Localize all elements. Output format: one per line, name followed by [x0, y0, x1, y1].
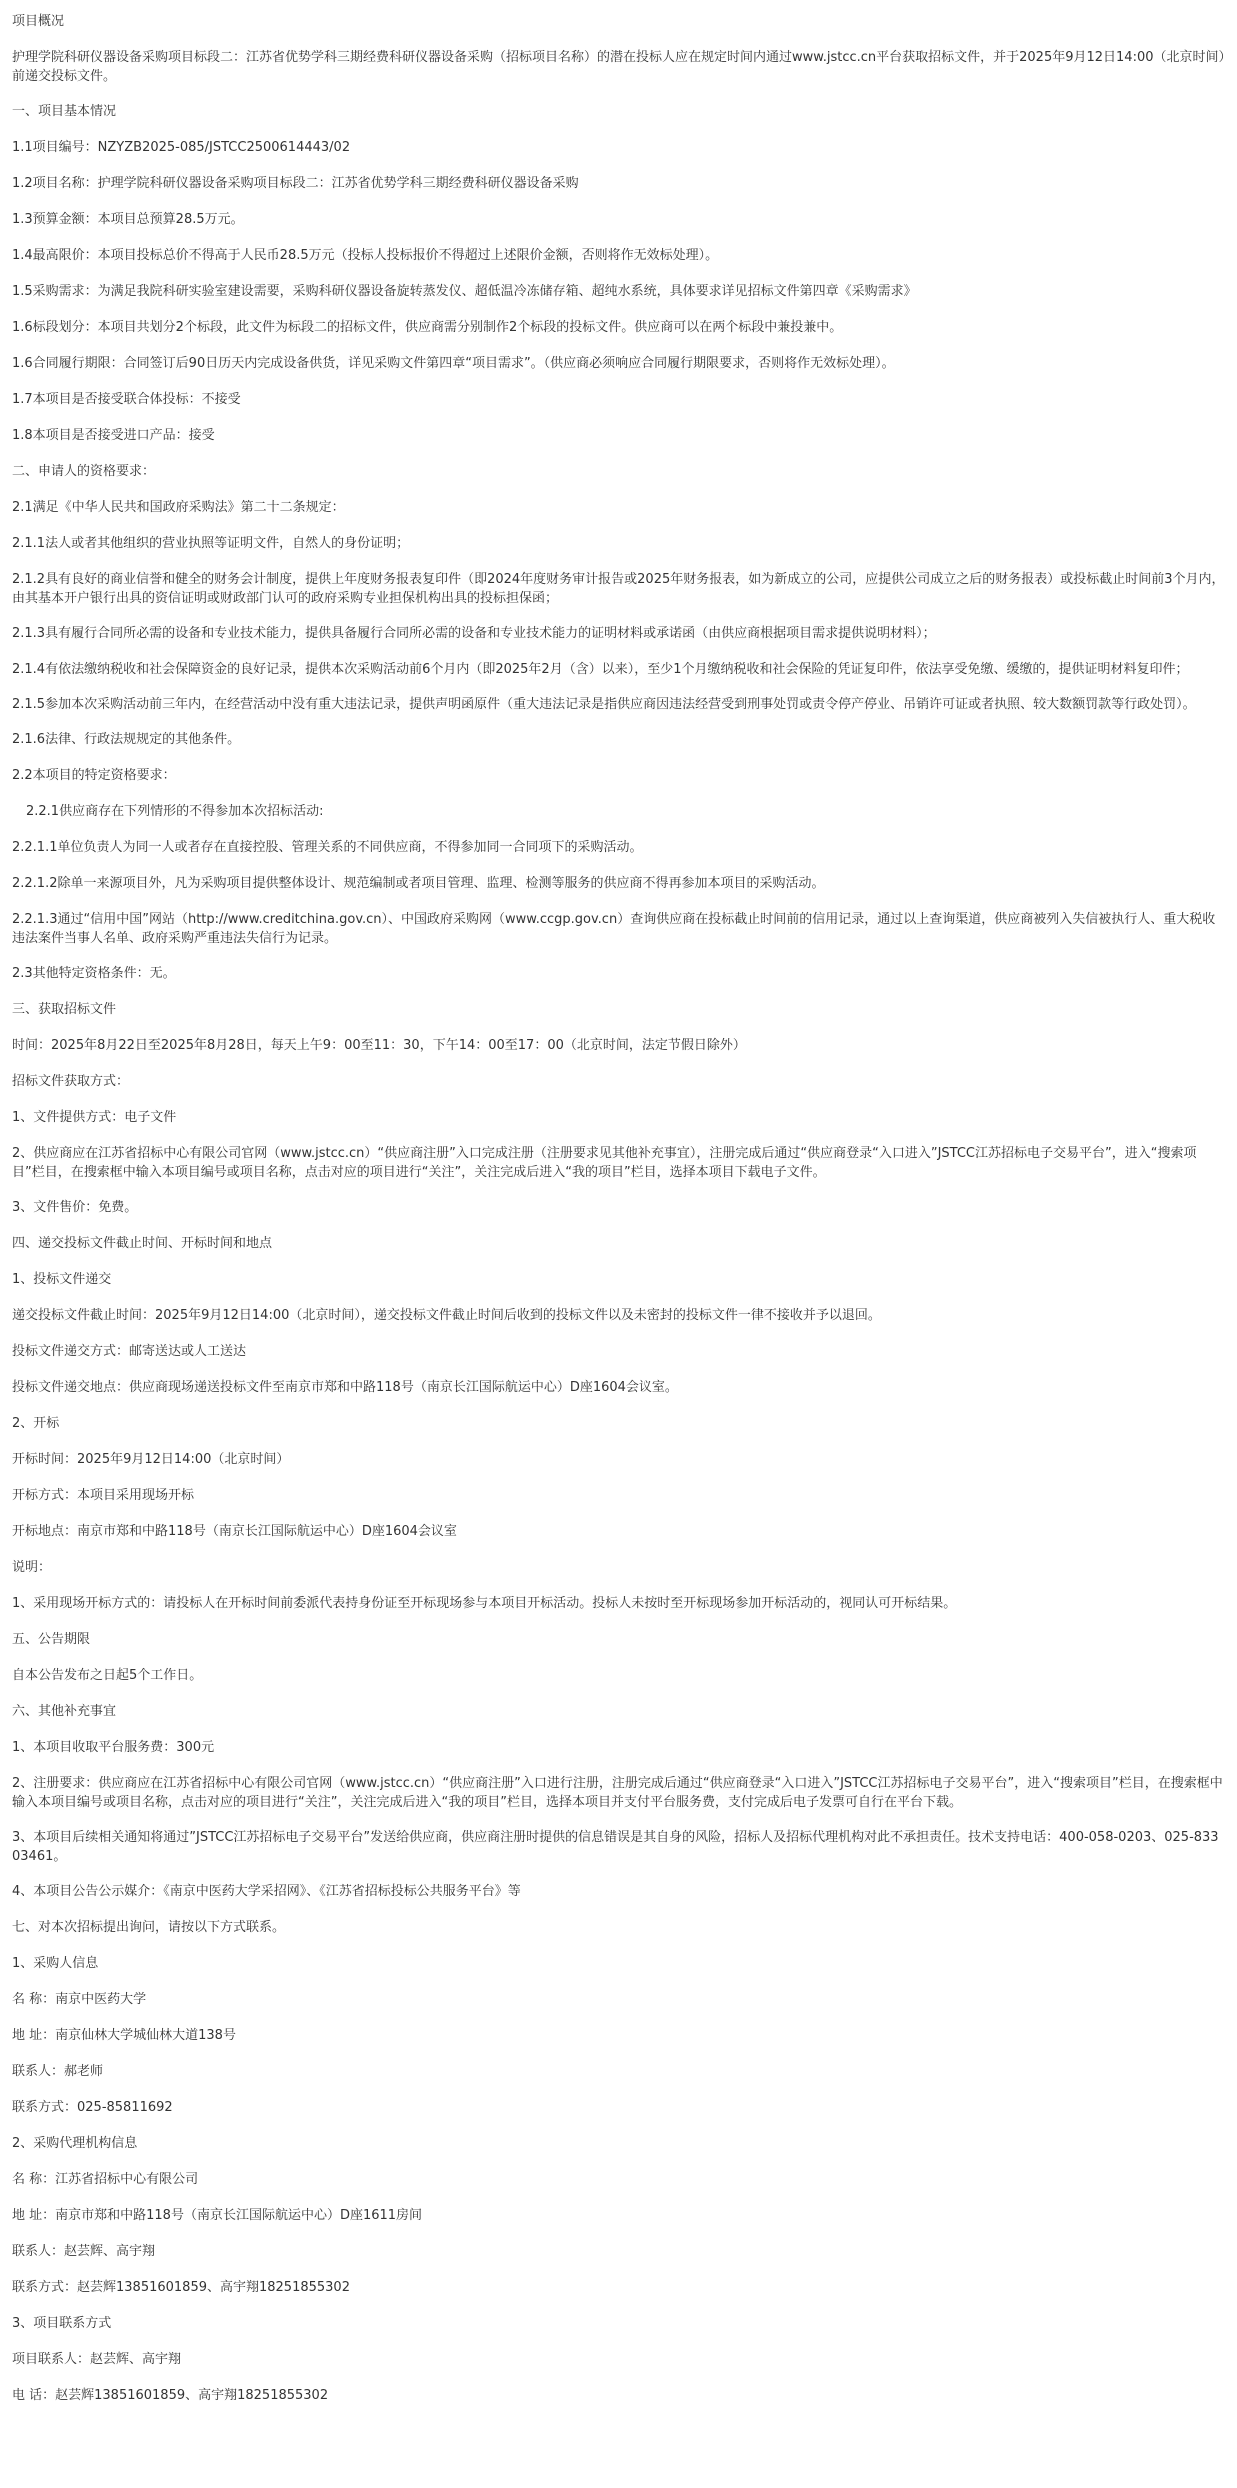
- paragraph-63: 电 话：赵芸辉13851601859、高宇翔18251855302: [12, 2388, 329, 2403]
- paragraph-8: 1.6标段划分：本项目共划分2个标段，此文件为标段二的招标文件，供应商需分别制作2个标段的投标文件。供应商可以在两个标段中兼投兼中。: [12, 320, 843, 335]
- paragraph-53: 地 址：南京仙林大学城仙林大道138号: [12, 2028, 236, 2043]
- paragraph-0: 项目概况: [12, 14, 65, 29]
- paragraph-39: 开标方式：本项目采用现场开标: [12, 1488, 195, 1503]
- paragraph-14: 2.1.1法人或者其他组织的营业执照等证明文件，自然人的身份证明；: [12, 536, 410, 551]
- paragraph-47: 2、注册要求：供应商应在江苏省招标中心有限公司官网（www.jstcc.cn）“供应商注册”入口进行注册，注册完成后通过“供应商登录“入口进入”JSTCC江苏招标电子交易平台”，进入“搜索项目”栏目，在搜索框中输入本项目编号或项目名称，点击对应的项目进行“关注”，关注完成后进入“我的项目”栏目，选择本项目并支付平台服务费，支付完成后电子发票可自行在平台下载。: [12, 1776, 1223, 1810]
- paragraph-55: 联系方式：025-85811692: [12, 2100, 173, 2115]
- paragraph-21: 2.2.1供应商存在下列情形的不得参加本次招标活动:: [26, 804, 324, 819]
- paragraph-12: 二、申请人的资格要求：: [12, 464, 156, 479]
- paragraph-6: 1.4最高限价：本项目投标总价不得高于人民币28.5万元（投标人投标报价不得超过上述限价金额，否则将作无效标处理）。: [12, 248, 719, 263]
- paragraph-25: 2.3其他特定资格条件：无。: [12, 966, 176, 981]
- paragraph-2: 一、项目基本情况: [12, 104, 117, 119]
- paragraph-58: 地 址：南京市郑和中路118号（南京长江国际航运中心）D座1611房间: [12, 2208, 423, 2223]
- paragraph-50: 七、对本次招标提出询问，请按以下方式联系。: [12, 1920, 286, 1935]
- paragraph-45: 六、其他补充事宜: [12, 1704, 117, 1719]
- paragraph-51: 1、采购人信息: [12, 1956, 99, 1971]
- paragraph-34: 递交投标文件截止时间：2025年9月12日14:00（北京时间），递交投标文件截止时间后收到的投标文件以及未密封的投标文件一律不接收并予以退回。: [12, 1308, 881, 1323]
- paragraph-28: 招标文件获取方式：: [12, 1074, 130, 1089]
- paragraph-35: 投标文件递交方式：邮寄送达或人工送达: [12, 1344, 247, 1359]
- paragraph-31: 3、文件售价：免费。: [12, 1200, 138, 1215]
- paragraph-33: 1、投标文件递交: [12, 1272, 112, 1287]
- paragraph-49: 4、本项目公告公示媒介：《南京中医药大学采招网》、《江苏省招标投标公共服务平台》等: [12, 1884, 521, 1899]
- paragraph-46: 1、本项目收取平台服务费：300元: [12, 1740, 215, 1755]
- paragraph-42: 1、采用现场开标方式的：请投标人在开标时间前委派代表持身份证至开标现场参与本项目开标活动。投标人未按时至开标现场参加开标活动的，视同认可开标结果。: [12, 1596, 957, 1611]
- paragraph-17: 2.1.4有依法缴纳税收和社会保障资金的良好记录，提供本次采购活动前6个月内（即2025年2月（含）以来），至少1个月缴纳税收和社会保险的凭证复印件，依法享受免缴、缓缴的，提供证明材料复印件；: [12, 662, 1189, 677]
- paragraph-3: 1.1项目编号：NZYZB2025-085/JSTCC2500614443/02: [12, 140, 351, 155]
- paragraph-38: 开标时间：2025年9月12日14:00（北京时间）: [12, 1452, 290, 1467]
- paragraph-10: 1.7本项目是否接受联合体投标：不接受: [12, 392, 241, 407]
- paragraph-52: 名 称：南京中医药大学: [12, 1992, 147, 2007]
- paragraph-32: 四、递交投标文件截止时间、开标时间和地点: [12, 1236, 273, 1251]
- paragraph-18: 2.1.5参加本次采购活动前三年内，在经营活动中没有重大违法记录，提供声明函原件（重大违法记录是指供应商因违法经营受到刑事处罚或责令停产停业、吊销许可证或者执照、较大数额罚款等行政处罚）。: [12, 697, 1196, 712]
- paragraph-61: 3、项目联系方式: [12, 2316, 112, 2331]
- paragraph-48: 3、本项目后续相关通知将通过”JSTCC江苏招标电子交易平台”发送给供应商，供应商注册时提供的信息错误是其自身的风险，招标人及招标代理机构对此不承担责任。技术支持电话：400-058-0203、025-83303461。: [12, 1830, 1219, 1864]
- paragraph-37: 2、开标: [12, 1416, 60, 1431]
- paragraph-27: 时间：2025年8月22日至2025年8月28日，每天上午9：00至11：30，下午14：00至17：00（北京时间，法定节假日除外）: [12, 1038, 746, 1053]
- paragraph-24: 2.2.1.3通过“信用中国”网站（http://www.creditchina.gov.cn）、中国政府采购网（www.ccgp.gov.cn）查询供应商在投标截止时间前的信用记录，通过以上查询渠道，供应商被列入失信被执行人、重大税收违法案件当事人名单、政府采购严重违法失信行为记录。: [12, 912, 1216, 946]
- paragraph-44: 自本公告发布之日起5个工作日。: [12, 1668, 203, 1683]
- paragraph-19: 2.1.6法律、行政法规规定的其他条件。: [12, 732, 241, 747]
- paragraph-4: 1.2项目名称：护理学院科研仪器设备采购项目标段二：江苏省优势学科三期经费科研仪器设备采购: [12, 176, 579, 191]
- paragraph-40: 开标地点：南京市郑和中路118号（南京长江国际航运中心）D座1604会议室: [12, 1524, 457, 1539]
- paragraph-26: 三、获取招标文件: [12, 1002, 117, 1017]
- paragraph-13: 2.1满足《中华人民共和国政府采购法》第二十二条规定：: [12, 500, 345, 515]
- paragraph-16: 2.1.3具有履行合同所必需的设备和专业技术能力，提供具备履行合同所必需的设备和专业技术能力的证明材料或承诺函（由供应商根据项目需求提供说明材料）；: [12, 626, 936, 641]
- paragraph-62: 项目联系人：赵芸辉、高宇翔: [12, 2352, 182, 2367]
- paragraph-20: 2.2本项目的特定资格要求：: [12, 768, 176, 783]
- paragraph-1: 护理学院科研仪器设备采购项目标段二：江苏省优势学科三期经费科研仪器设备采购（招标项目名称）的潜在投标人应在规定时间内通过www.jstcc.cn平台获取招标文件，并于2025年9月12日14:00（北京时间）前递交投标文件。: [12, 50, 1225, 84]
- paragraph-7: 1.5采购需求：为满足我院科研实验室建设需要，采购科研仪器设备旋转蒸发仪、超低温冷冻储存箱、超纯水系统，具体要求详见招标文件第四章《采购需求》: [12, 284, 917, 299]
- paragraph-36: 投标文件递交地点：供应商现场递送投标文件至南京市郑和中路118号（南京长江国际航运中心）D座1604会议室。: [12, 1380, 678, 1395]
- paragraph-29: 1、文件提供方式：电子文件: [12, 1110, 177, 1125]
- paragraph-22: 2.2.1.1单位负责人为同一人或者存在直接控股、管理关系的不同供应商，不得参加同一合同项下的采购活动。: [12, 840, 643, 855]
- paragraph-56: 2、采购代理机构信息: [12, 2136, 138, 2151]
- paragraph-59: 联系人：赵芸辉、高宇翔: [12, 2244, 156, 2259]
- paragraph-60: 联系方式：赵芸辉13851601859、高宇翔18251855302: [12, 2280, 350, 2295]
- paragraph-43: 五、公告期限: [12, 1632, 91, 1647]
- paragraph-23: 2.2.1.2除单一来源项目外，凡为采购项目提供整体设计、规范编制或者项目管理、监理、检测等服务的供应商不得再参加本项目的采购活动。: [12, 876, 825, 891]
- paragraph-15: 2.1.2具有良好的商业信誉和健全的财务会计制度，提供上年度财务报表复印件（即2024年度财务审计报告或2025年财务报表，如为新成立的公司，应提供公司成立之后的财务报表）或投标截止时间前3个月内，由其基本开户银行出具的资信证明或财政部门认可的政府采购专业担保机构出具的投标担保函；: [12, 572, 1225, 606]
- paragraph-57: 名 称：江苏省招标中心有限公司: [12, 2172, 199, 2187]
- paragraph-30: 2、供应商应在江苏省招标中心有限公司官网（www.jstcc.cn）“供应商注册”入口完成注册（注册要求见其他补充事宜），注册完成后通过“供应商登录“入口进入”JSTCC江苏招标电子交易平台”，进入“搜索项目”栏目，在搜索框中输入本项目编号或项目名称，点击对应的项目进行“关注”，关注完成后进入“我的项目”栏目，选择本项目下载电子文件。: [12, 1146, 1197, 1180]
- paragraph-11: 1.8本项目是否接受进口产品：接受: [12, 428, 215, 443]
- paragraph-54: 联系人：郝老师: [12, 2064, 104, 2079]
- paragraph-41: 说明：: [12, 1560, 52, 1575]
- paragraph-9: 1.6合同履行期限：合同签订后90日历天内完成设备供货，详见采购文件第四章“项目需求”。（供应商必须响应合同履行期限要求，否则将作无效标处理）。: [12, 356, 895, 371]
- paragraph-5: 1.3预算金额：本项目总预算28.5万元。: [12, 212, 244, 227]
